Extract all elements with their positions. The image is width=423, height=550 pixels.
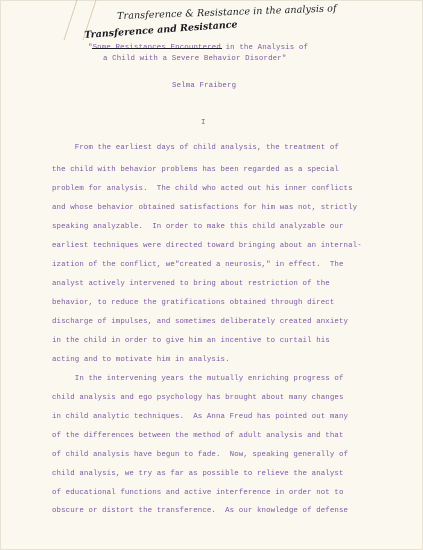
body-line: speaking analyzable. In order to make this child analyzable our — [52, 223, 344, 231]
title-line-1-rest: in the Analysis of — [220, 44, 309, 52]
author-name: Selma Fraiberg — [172, 82, 237, 90]
handwritten-title-note: Transference & Resistance in the analysis of — [116, 3, 337, 22]
body-line: and whose behavior obtained satisfactions for him was not, strictly — [52, 204, 358, 212]
body-line: analyst actively intervened to bring about restriction of the — [52, 280, 330, 288]
title-open-quote: " — [88, 44, 93, 52]
body-line: of educational functions and active interference in order not to — [52, 489, 344, 497]
body-line: ization of the conflict, we"created a neurosis," in effect. The — [52, 261, 344, 269]
typed-title-line-2: a Child with a Severe Behavior Disorder" — [103, 55, 287, 63]
handwritten-title-correction: Transference and Resistance — [83, 19, 238, 41]
body-line: of the differences between the method of adult analysis and that — [52, 432, 344, 440]
body-line: the child with behavior problems has been regarded as a special — [52, 166, 339, 174]
body-line: discharge of impulses, and sometimes deliberately created anxiety — [52, 318, 349, 326]
body-line: behavior, to reduce the gratifications obtained through direct — [52, 299, 335, 307]
body-line: In the intervening years the mutually enriching progress of — [52, 375, 344, 383]
body-line: obscure or distort the transference. As our knowledge of defense — [52, 507, 349, 515]
body-line: in the child in order to give him an incentive to curtail his — [52, 337, 330, 345]
body-line: problem for analysis. The child who acted out his inner conflicts — [52, 185, 353, 193]
body-line: of child analysis have begun to fade. Now, speaking generally of — [52, 451, 349, 459]
typed-title-line-1 — [88, 45, 308, 52]
body-line: in child analytic techniques. As Anna Freud has pointed out many — [52, 413, 349, 421]
struck-title-phrase: Some Resistances Encountered — [92, 44, 221, 52]
body-line: From the earliest days of child analysis, the treatment of — [52, 144, 339, 152]
section-numeral: I — [201, 119, 206, 127]
body-line: earliest techniques were directed toward bringing about an internal- — [52, 242, 362, 250]
body-line: child analysis, we try as far as possible to relieve the analyst — [52, 470, 344, 478]
body-line: child analysis and ego psychology has brought about many changes — [52, 394, 344, 402]
body-line: acting and to motivate him in analysis. — [52, 356, 230, 364]
